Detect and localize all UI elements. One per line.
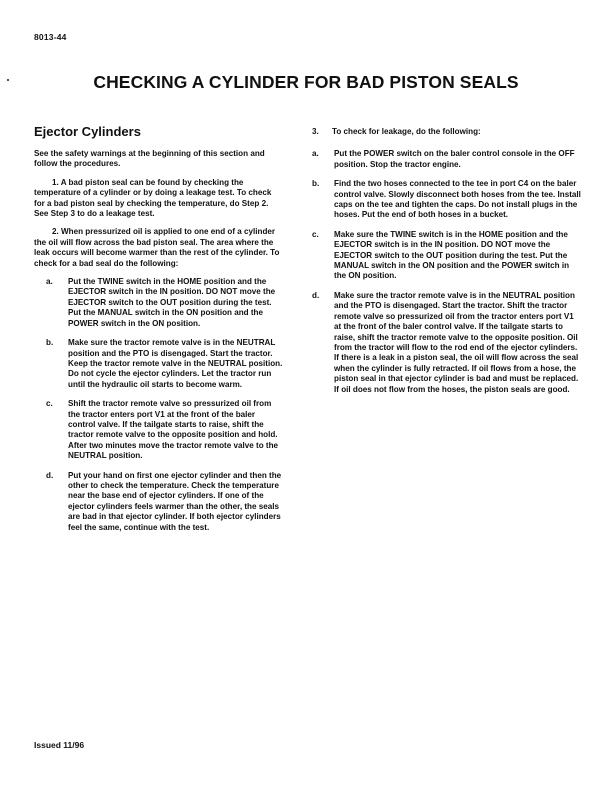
- list-text: Make sure the tractor remote valve is in the NEUTRAL position and the PTO is disengaged. Start the tractor. Keep the tractor remote valve in the NEUTRAL position. Do not cycle the ejector cylinders. Let the tractor run until the hydraulic oil starts to become warm.: [68, 338, 283, 389]
- list-marker: 3.: [312, 127, 319, 136]
- step-3-heading: [312, 127, 582, 137]
- list-text: Make sure the tractor remote valve is in the NEUTRAL position and the PTO is disengaged. Start the tractor. Shift the tractor remote valve so pressurized oil from the tractor enters port V1 at the front of the baler control valve. If the tailgate starts to raise, shift the tractor remote valve to the opposite position. Oil from the tractor will flow to the rod end of the ejector cylinders. If there is a leak in a piston seal, the oil will flow across the seal when the cylinder is fully retracted. If oil flows from a hose, the piston seal in that ejector cylinder is bad and must be replaced. If oil does not flow from the hoses, the piston seals are good.: [334, 290, 579, 394]
- list-text: Put the TWINE switch in the HOME position and the EJECTOR switch in the IN position. DO NOT move the EJECTOR switch to the OUT position during the test. Put the MANUAL switch in the ON position and the POWER switch in the ON position.: [68, 277, 276, 328]
- list-marker: a.: [312, 149, 319, 159]
- section-heading: Ejector Cylinders: [34, 124, 141, 139]
- list-item: [34, 277, 284, 329]
- list-item: [312, 291, 582, 395]
- safety-intro: See the safety warnings at the beginning of this section and follow the procedures.: [34, 149, 265, 169]
- list-marker: b.: [46, 338, 54, 348]
- list-marker: a.: [46, 277, 53, 287]
- list-text: Put the POWER switch on the baler control console in the OFF position. Stop the tractor engine.: [334, 149, 575, 169]
- left-column: [34, 124, 284, 542]
- list-marker: c.: [46, 399, 53, 409]
- issued-date: Issued 11/96: [34, 740, 85, 750]
- list-item: [34, 399, 284, 461]
- list-item: [34, 338, 284, 390]
- document-number: 8013-44: [34, 32, 67, 42]
- list-text: To check for leakage, do the following:: [332, 127, 481, 136]
- list-marker: d.: [46, 470, 54, 480]
- list-item: [34, 471, 284, 533]
- list-item: [312, 179, 582, 221]
- right-column: [312, 127, 582, 404]
- page-title: CHECKING A CYLINDER FOR BAD PISTON SEALS: [93, 72, 519, 92]
- list-marker: b.: [312, 179, 320, 189]
- list-item: [312, 230, 582, 282]
- list-marker: c.: [312, 229, 319, 239]
- list-text: Shift the tractor remote valve so pressurized oil from the tractor enters port V1 at the front of the baler control valve. If the tailgate starts to raise, shift the tractor remote valve to the opposite position and hold. After two minutes move the tractor remote valve to the NEUTRAL position.: [68, 399, 279, 461]
- list-item: [312, 149, 582, 170]
- list-text: Find the two hoses connected to the tee in port C4 on the baler control valve. Slowly disconnect both hoses from the tee. Install caps on the tee and tighten the caps. Do not install plugs in the hoses. Put the end of both hoses in a bucket.: [334, 179, 581, 220]
- list-text: Put your hand on first one ejector cylinder and then the other to check the temperature. Check the temperature near the base end of ejector cylinders. If one of the ejector cylinders feels warmer than the other, the seals are bad in that ejector cylinder. If both ejector cylinders feel the same, continue with the test.: [68, 470, 282, 532]
- list-marker: d.: [312, 290, 320, 300]
- list-text: Make sure the TWINE switch is in the HOME position and the EJECTOR switch is in the IN position. DO NOT move the EJECTOR switch to the OUT position during the test. Put the MANUAL switch in the ON position and the POWER switch in the ON position.: [334, 229, 570, 281]
- paragraph-step-1: 1. A bad piston seal can be found by checking the temperature of a cylinder or by doing a leakage test. To check for a bad piston seal by checking the temperature, do Step 2. See Step 3 to do a leakage test.: [34, 177, 272, 219]
- paragraph-step-2: 2. When pressurized oil is applied to one end of a cylinder the oil will flow across the bad piston seal. The area where the leak occurs will become warmer than the rest of the cylinder. To check for a bad seal do the following:: [34, 227, 280, 268]
